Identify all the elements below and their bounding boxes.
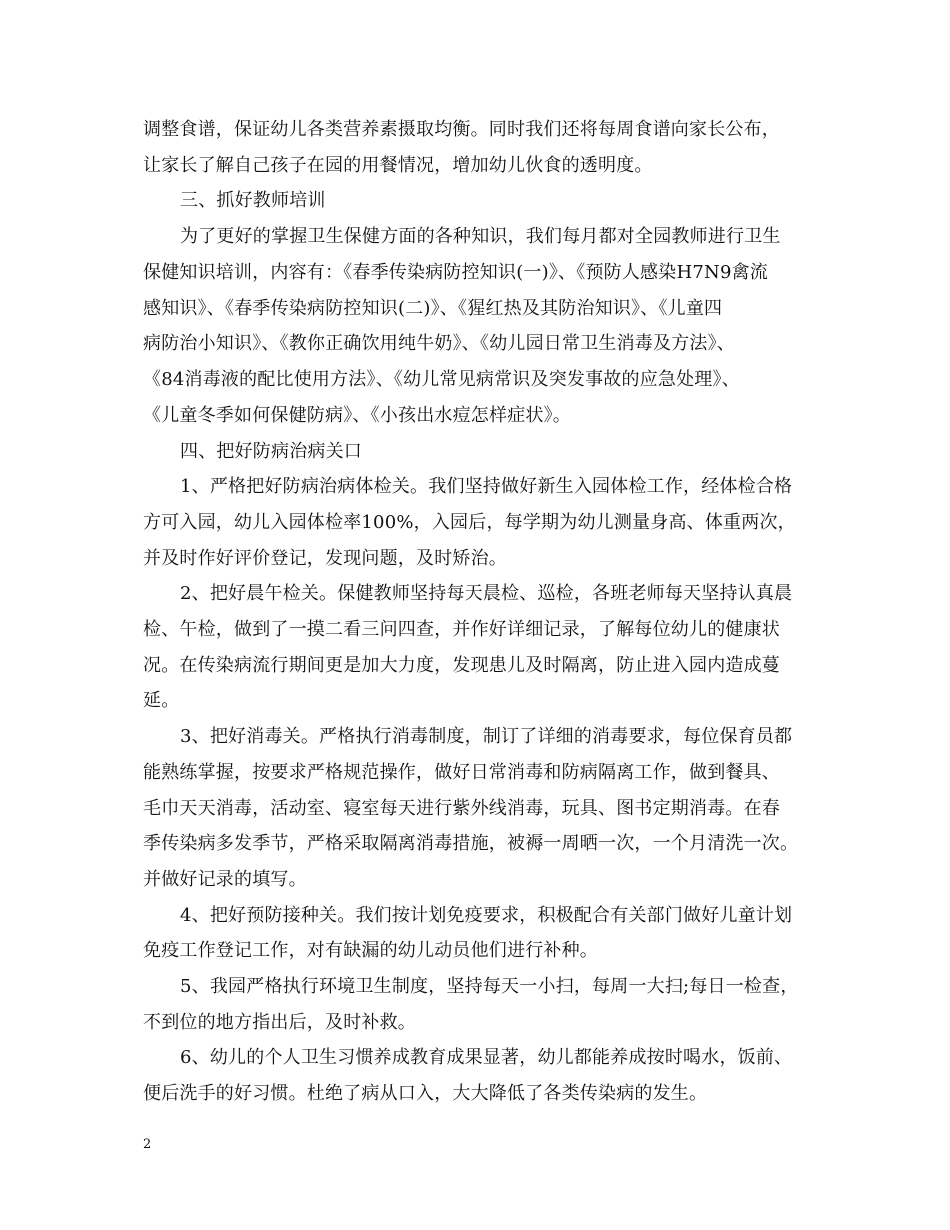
- text-line: 《84消毒液的配比使用方法》、《幼儿常见病常识及突发事故的应急处理》、: [143, 369, 740, 390]
- text-line: 免疫工作登记工作，对有缺漏的幼儿动员他们进行补种。: [143, 940, 598, 961]
- text-line: 并及时作好评价登记，发现问题，及时矫治。: [143, 548, 507, 569]
- page-number: 2: [143, 1137, 152, 1152]
- text-line: 3、把好消毒关。严格执行消毒制度，制订了详细的消毒要求，每位保育员都: [180, 726, 793, 747]
- text-line: 6、幼儿的个人卫生习惯养成教育成果显著，幼儿都能养成按时喝水，饭前、: [180, 1047, 793, 1068]
- text-line: 方可入园，幼儿入园体检率100%，入园后，每学期为幼儿测量身高、体重两次，: [143, 512, 796, 533]
- text-line: 1、严格把好防病治病体检关。我们坚持做好新生入园体检工作，经体检合格: [180, 476, 793, 497]
- text-line: 能熟练掌握，按要求严格规范操作，做好日常消毒和防病隔离工作，做到餐具、: [143, 762, 780, 783]
- text-line: 病防治小知识》、《教你正确饮用纯牛奶》、《幼儿园日常卫生消毒及方法》、: [143, 333, 735, 354]
- text-line: 4、把好预防接种关。我们按计划免疫要求，积极配合有关部门做好儿童计划: [180, 905, 793, 926]
- text-line: 为了更好的掌握卫生保健方面的各种知识，我们每月都对全园教师进行卫生: [180, 226, 781, 247]
- text-line: 调整食谱，保证幼儿各类营养素摄取均衡。同时我们还将每周食谱向家长公布，: [143, 119, 780, 140]
- section-heading: 四、把好防病治病关口: [180, 441, 362, 462]
- section-heading: 三、抓好教师培训: [180, 190, 326, 211]
- text-line: 让家长了解自己孩子在园的用餐情况，增加幼儿伙食的透明度。: [143, 155, 653, 176]
- text-line: 感知识》、《春季传染病防控知识(二)》、《猩红热及其防治知识》、《儿童四: [143, 298, 723, 319]
- text-line: 季传染病多发季节，严格采取隔离消毒措施，被褥一周晒一次，一个月清洗一次。: [143, 833, 799, 854]
- text-line: 保健知识培训，内容有：《春季传染病防控知识(一)》、《预防人感染H7N9禽流: [143, 262, 768, 283]
- text-line: 况。在传染病流行期间更是加大力度，发现患儿及时隔离，防止进入园内造成蔓: [143, 655, 780, 676]
- text-line: 延。: [143, 690, 180, 711]
- text-line: 毛巾天天消毒，活动室、寝室每天进行紫外线消毒，玩具、图书定期消毒。在春: [143, 798, 780, 819]
- text-line: 并做好记录的填写。: [143, 869, 307, 890]
- text-line: 便后洗手的好习惯。杜绝了病从口入，大大降低了各类传染病的发生。: [143, 1083, 708, 1104]
- text-line: 5、我园严格执行环境卫生制度，坚持每天一小扫，每周一大扫;每日一检查，: [180, 976, 799, 997]
- text-line: 《儿童冬季如何保健防病》、《小孩出水痘怎样症状》。: [143, 405, 571, 426]
- text-line: 2、把好晨午检关。保健教师坚持每天晨检、巡检，各班老师每天坚持认真晨: [180, 583, 793, 604]
- text-line: 不到位的地方指出后，及时补救。: [143, 1012, 416, 1033]
- text-line: 检、午检，做到了一摸二看三问四查，并作好详细记录，了解每位幼儿的健康状: [143, 619, 780, 640]
